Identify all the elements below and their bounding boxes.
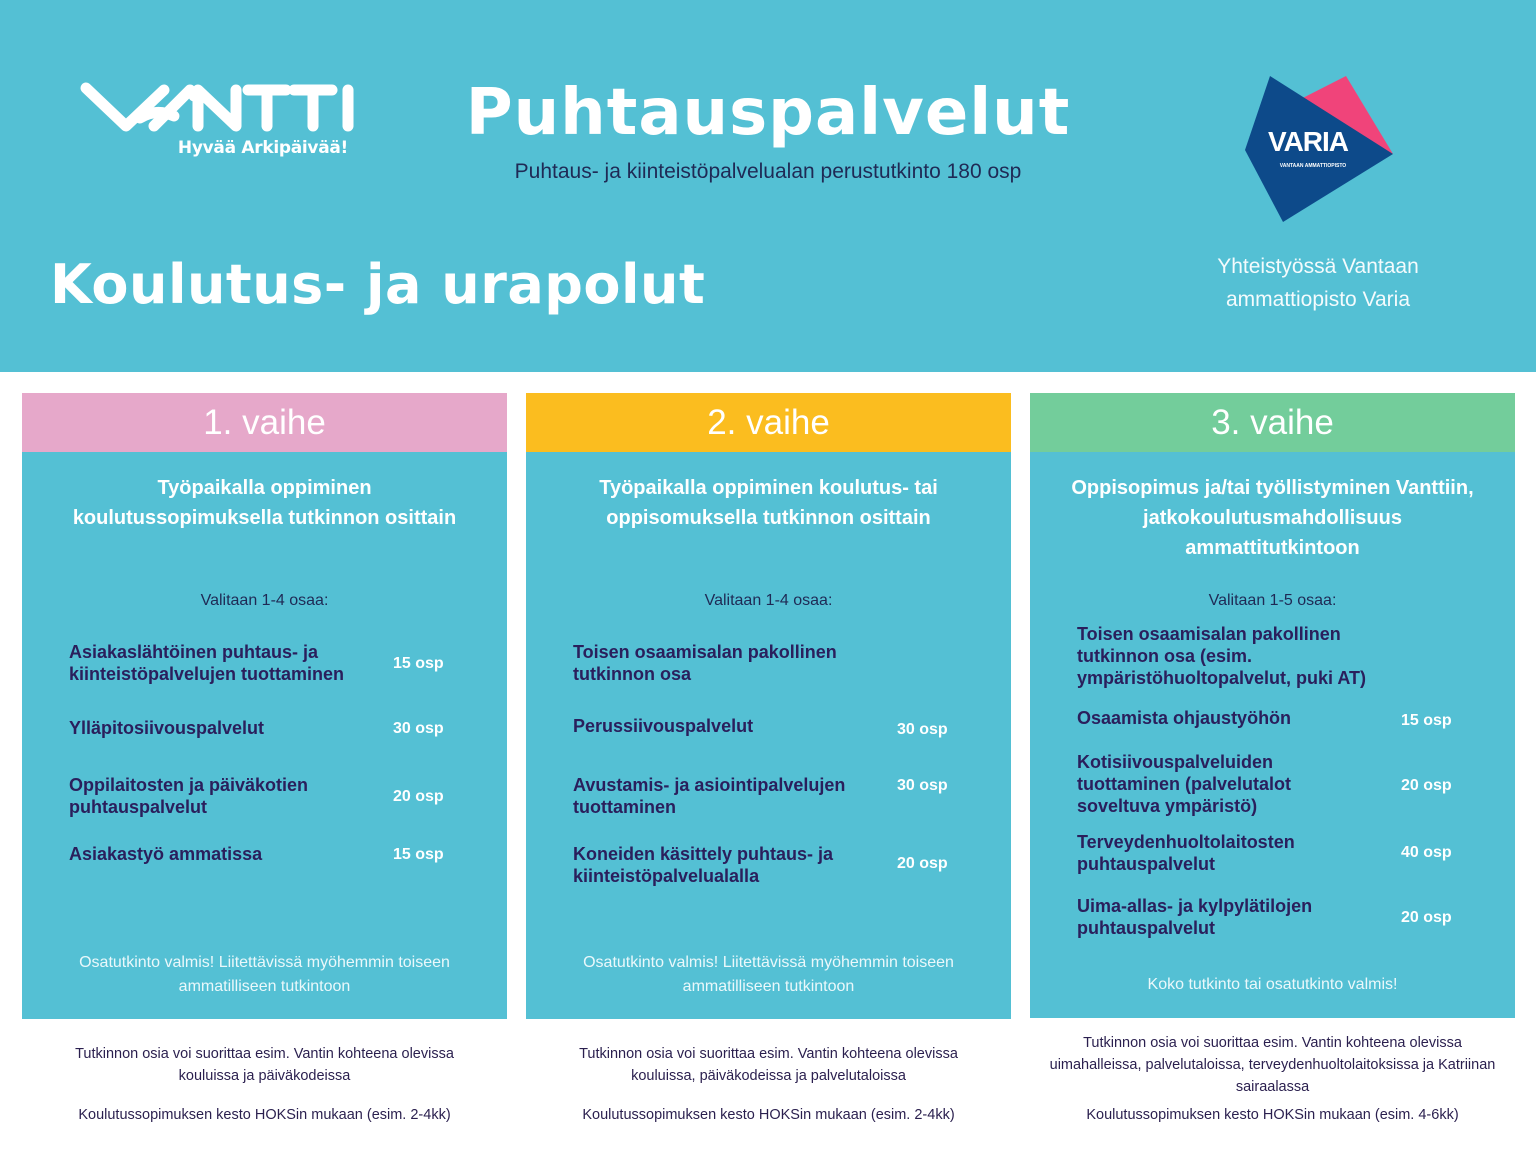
item-name: Koneiden käsittely puhtaus- ja kiinteistöpalvelualalla (573, 844, 834, 886)
item-osp: 20 osp (1401, 777, 1452, 794)
collaboration-line-2: ammattiopisto Varia (1225, 288, 1411, 311)
item-name: Toisen osaamisalan pakollinen tutkinnon osa (573, 642, 837, 684)
stage-2-places: Tutkinnon osia voi suorittaa esim. Vantin kohteena olevissa kouluissa, päiväkodeissa ja palvelutaloissa (579, 1046, 958, 1084)
stage-1-duration: Koulutussopimuksen kesto HOKSin mukaan (esim. 2-4kk) (78, 1107, 451, 1123)
item-name: Avustamis- ja asiointipalvelujen tuottaminen (573, 775, 846, 817)
varia-subtext: VANTAAN AMMATTIOPISTO (1279, 163, 1347, 169)
stage-2-header: 2. vaihe (526, 393, 1011, 452)
stage-card-2 (526, 393, 1011, 1019)
varia-logo (1243, 74, 1395, 224)
stage-3-duration: Koulutussopimuksen kesto HOKSin mukaan (esim. 4-6kk) (1086, 1107, 1459, 1123)
vantti-logo (78, 78, 360, 168)
stage-3-result: Koko tutkinto tai osatutkinto valmis! (1147, 976, 1398, 993)
page-title: Puhtauspalvelut (465, 76, 1071, 150)
stage-1-choose: Valitaan 1-4 osaa: (200, 592, 329, 609)
stage-card-1 (22, 393, 507, 1019)
stage-3-choose: Valitaan 1-5 osaa: (1208, 592, 1337, 609)
stage-1-header: 1. vaihe (22, 393, 507, 452)
stage-2-intro: Työpaikalla oppiminen koulutus- tai oppisomuksella tutkinnon osittain (599, 477, 938, 529)
stage-1-result: Osatutkinto valmis! Liitettävissä myöhemmin toiseen ammatilliseen tutkintoon (79, 954, 450, 995)
item-osp: 15 osp (393, 846, 444, 863)
vantti-logo-icon (78, 78, 360, 138)
item-name: Osaamista ohjaustyöhön (1077, 708, 1292, 728)
item-osp: 40 osp (1401, 844, 1452, 861)
stage-2-duration: Koulutussopimuksen kesto HOKSin mukaan (esim. 2-4kk) (582, 1107, 955, 1123)
stage-3-places: Tutkinnon osia voi suorittaa esim. Vantin kohteena olevissa uimahalleissa, palvelutaloissa, terveydenhuoltolaitoksissa ja Katriinan sairaalassa (1049, 1035, 1496, 1095)
item-name: Asiakastyö ammatissa (69, 844, 263, 864)
item-name: Terveydenhuoltolaitosten puhtauspalvelut (1077, 832, 1295, 874)
collaboration-text (1150, 250, 1486, 316)
stage-1-places: Tutkinnon osia voi suorittaa esim. Vantin kohteena olevissa kouluissa ja päiväkodeissa (75, 1046, 454, 1084)
item-name: Uima-allas- ja kylpylätilojen puhtauspalvelut (1077, 896, 1313, 938)
item-osp: 20 osp (393, 788, 444, 805)
item-name: Ylläpitosiivouspalvelut (69, 718, 265, 738)
item-name: Kotisiivouspalveluiden tuottaminen (palvelutalot soveltuva ympäristö) (1077, 752, 1292, 816)
section-title: Koulutus- ja urapolut (50, 253, 706, 316)
collaboration-line-1: Yhteistyössä Vantaan (1217, 255, 1419, 278)
stage-1-intro: Työpaikalla oppiminen koulutussopimuksella tutkinnon osittain (72, 477, 457, 529)
item-name: Toisen osaamisalan pakollinen tutkinnon osa (esim. ympäristöhuoltopalvelut, puki AT) (1077, 624, 1367, 688)
item-osp: 30 osp (897, 777, 948, 794)
item-osp: 15 osp (1401, 712, 1452, 729)
stage-3-intro: Oppisopimus ja/tai työllistyminen Vanttiin, jatkokoulutusmahdollisuus ammattitutkintoon (1071, 477, 1474, 559)
stage-2-choose: Valitaan 1-4 osaa: (704, 592, 833, 609)
item-osp: 15 osp (393, 655, 444, 672)
item-name: Oppilaitosten ja päiväkotien puhtauspalvelut (69, 775, 309, 817)
item-name: Perussiivouspalvelut (573, 716, 754, 736)
item-name: Asiakaslähtöinen puhtaus- ja kiinteistöpalvelujen tuottaminen (69, 642, 345, 684)
stage-card-3 (1030, 393, 1515, 1018)
header-band (0, 0, 1536, 372)
stage-3-header: 3. vaihe (1030, 393, 1515, 452)
varia-wordmark: VARIA (1267, 126, 1349, 157)
item-osp: 20 osp (897, 855, 948, 872)
vantti-slogan: Hyvää Arkipäivää! (177, 138, 348, 158)
page-subtitle: Puhtaus- ja kiinteistöpalvelualan perustutkinto 180 osp (514, 160, 1022, 183)
item-osp: 30 osp (393, 720, 444, 737)
item-osp: 30 osp (897, 721, 948, 738)
item-osp: 20 osp (1401, 909, 1452, 926)
stage-2-result: Osatutkinto valmis! Liitettävissä myöhemmin toiseen ammatilliseen tutkintoon (583, 954, 954, 995)
